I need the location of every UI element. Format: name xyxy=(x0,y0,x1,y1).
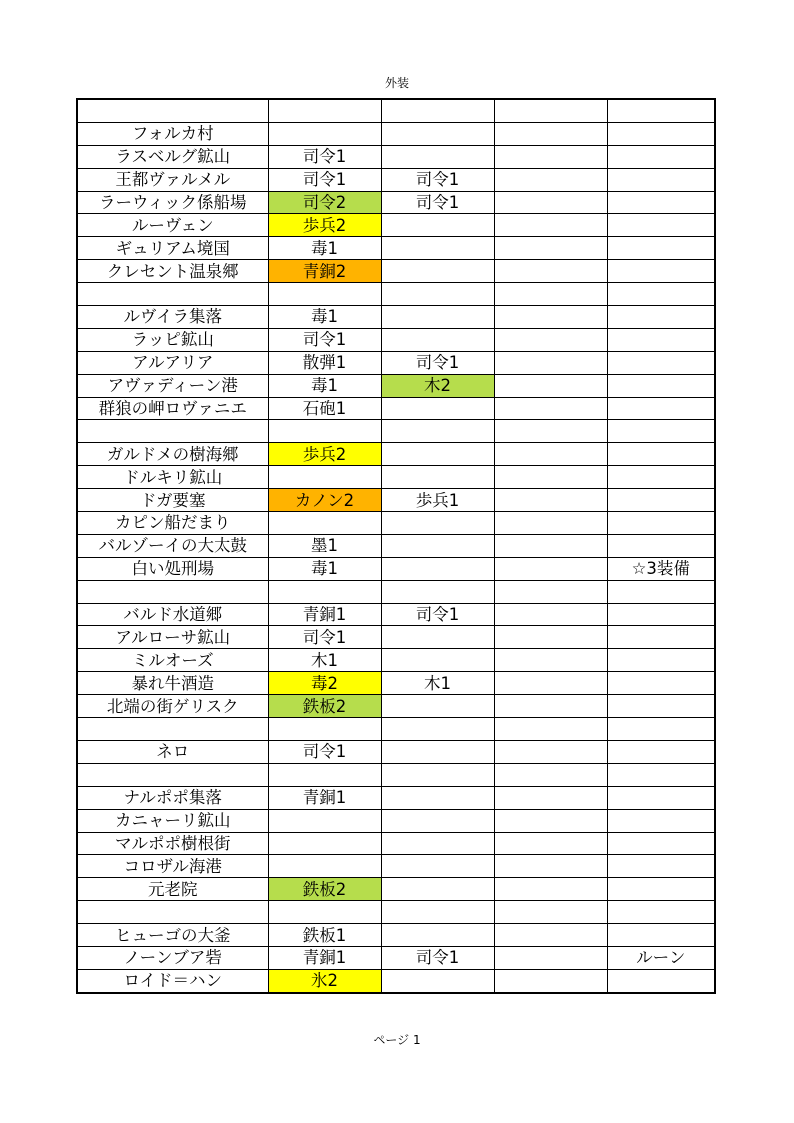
cell-col-e[interactable] xyxy=(607,878,715,901)
cell-col-b[interactable]: 鉄板1 xyxy=(268,924,381,947)
cell-col-e[interactable] xyxy=(607,397,715,420)
table-row xyxy=(77,649,715,672)
cell-col-e[interactable] xyxy=(607,237,715,260)
cell-location[interactable]: 王都ヴァルメル xyxy=(77,168,268,191)
cell-col-b[interactable]: 青銅1 xyxy=(268,603,381,626)
cell-col-b[interactable] xyxy=(268,580,381,603)
cell-col-b[interactable] xyxy=(268,283,381,306)
cell-col-d[interactable] xyxy=(494,649,607,672)
cell-col-c[interactable] xyxy=(381,809,494,832)
cell-location[interactable]: ヒューゴの大釜 xyxy=(77,924,268,947)
table-row xyxy=(77,191,715,214)
cell-location[interactable]: 北端の街ゲリスク xyxy=(77,695,268,718)
cell-location[interactable]: ラスベルグ鉱山 xyxy=(77,145,268,168)
cell-col-b[interactable]: 青銅2 xyxy=(268,260,381,283)
table-row xyxy=(77,740,715,763)
cell-col-d[interactable] xyxy=(494,443,607,466)
cell-col-e[interactable] xyxy=(607,145,715,168)
cell-col-c[interactable] xyxy=(381,763,494,786)
cell-col-c[interactable] xyxy=(381,512,494,535)
cell-col-c[interactable] xyxy=(381,786,494,809)
cell-col-d[interactable] xyxy=(494,924,607,947)
cell-col-d[interactable] xyxy=(494,672,607,695)
cell-col-d[interactable] xyxy=(494,557,607,580)
cell-col-d[interactable] xyxy=(494,397,607,420)
cell-col-d[interactable] xyxy=(494,718,607,741)
cell-col-b[interactable]: 司令2 xyxy=(268,191,381,214)
cell-col-d[interactable] xyxy=(494,283,607,306)
cell-col-c[interactable]: 司令1 xyxy=(381,168,494,191)
table-row xyxy=(77,901,715,924)
cell-col-c[interactable] xyxy=(381,969,494,992)
cell-col-c[interactable] xyxy=(381,740,494,763)
cell-col-e[interactable] xyxy=(607,374,715,397)
cell-col-d[interactable] xyxy=(494,626,607,649)
cell-col-c[interactable] xyxy=(381,557,494,580)
cell-col-b[interactable] xyxy=(268,99,381,122)
cell-col-b[interactable] xyxy=(268,901,381,924)
cell-col-d[interactable] xyxy=(494,580,607,603)
cell-location[interactable] xyxy=(77,901,268,924)
cell-col-d[interactable] xyxy=(494,168,607,191)
cell-col-b[interactable] xyxy=(268,718,381,741)
table-row xyxy=(77,420,715,443)
cell-location[interactable]: ロイド＝ハン xyxy=(77,969,268,992)
table-row xyxy=(77,328,715,351)
cell-col-d[interactable] xyxy=(494,214,607,237)
cell-col-b[interactable] xyxy=(268,809,381,832)
table-row xyxy=(77,763,715,786)
cell-col-d[interactable] xyxy=(494,328,607,351)
cell-col-c[interactable] xyxy=(381,580,494,603)
cell-col-e[interactable] xyxy=(607,740,715,763)
cell-col-b[interactable]: 毒2 xyxy=(268,672,381,695)
table-row xyxy=(77,924,715,947)
cell-col-d[interactable] xyxy=(494,191,607,214)
cell-col-c[interactable]: 司令1 xyxy=(381,946,494,969)
cell-col-c[interactable] xyxy=(381,855,494,878)
cell-location[interactable]: ギュリアム境国 xyxy=(77,237,268,260)
cell-col-d[interactable] xyxy=(494,786,607,809)
cell-col-c[interactable] xyxy=(381,328,494,351)
cell-location[interactable] xyxy=(77,580,268,603)
table-row xyxy=(77,214,715,237)
cell-location[interactable]: カピン船だまり xyxy=(77,512,268,535)
cell-col-e[interactable] xyxy=(607,580,715,603)
table-row xyxy=(77,718,715,741)
cell-location[interactable]: ガルドメの樹海郷 xyxy=(77,443,268,466)
table-row xyxy=(77,809,715,832)
cell-location[interactable] xyxy=(77,763,268,786)
table-row xyxy=(77,580,715,603)
cell-col-c[interactable] xyxy=(381,283,494,306)
cell-col-c[interactable]: 木2 xyxy=(381,374,494,397)
table-row xyxy=(77,122,715,145)
cell-location[interactable]: コロザル海港 xyxy=(77,855,268,878)
cell-col-e[interactable] xyxy=(607,122,715,145)
cell-col-e[interactable] xyxy=(607,626,715,649)
cell-col-d[interactable] xyxy=(494,466,607,489)
cell-location[interactable]: ミルオーズ xyxy=(77,649,268,672)
cell-col-e[interactable] xyxy=(607,283,715,306)
cell-col-d[interactable] xyxy=(494,740,607,763)
cell-col-c[interactable] xyxy=(381,145,494,168)
cell-col-b[interactable]: 散弾1 xyxy=(268,351,381,374)
cell-col-c[interactable]: 司令1 xyxy=(381,351,494,374)
table-row xyxy=(77,374,715,397)
cell-col-d[interactable] xyxy=(494,237,607,260)
table-row xyxy=(77,168,715,191)
table-row xyxy=(77,260,715,283)
cell-col-d[interactable] xyxy=(494,306,607,329)
cell-col-b[interactable]: 司令1 xyxy=(268,328,381,351)
cell-col-e[interactable] xyxy=(607,534,715,557)
cell-col-d[interactable] xyxy=(494,695,607,718)
cell-col-b[interactable]: 毒1 xyxy=(268,557,381,580)
cell-col-b[interactable]: 鉄板2 xyxy=(268,695,381,718)
cell-col-b[interactable]: 毒1 xyxy=(268,374,381,397)
cell-col-c[interactable] xyxy=(381,420,494,443)
cell-col-d[interactable] xyxy=(494,855,607,878)
cell-location[interactable]: ドガ要塞 xyxy=(77,489,268,512)
cell-col-b[interactable] xyxy=(268,466,381,489)
table-row xyxy=(77,283,715,306)
table-row xyxy=(77,397,715,420)
cell-col-e[interactable] xyxy=(607,168,715,191)
cell-col-b[interactable] xyxy=(268,832,381,855)
table-row xyxy=(77,237,715,260)
cell-col-e[interactable] xyxy=(607,969,715,992)
cell-location[interactable]: マルポポ樹根街 xyxy=(77,832,268,855)
cell-location[interactable]: アヴァディーン港 xyxy=(77,374,268,397)
cell-location[interactable]: ルーヴェン xyxy=(77,214,268,237)
table-row xyxy=(77,489,715,512)
cell-location[interactable]: バルゾーイの大太鼓 xyxy=(77,534,268,557)
table-row xyxy=(77,306,715,329)
cell-col-c[interactable] xyxy=(381,466,494,489)
cell-col-c[interactable] xyxy=(381,649,494,672)
table-row xyxy=(77,946,715,969)
cell-col-e[interactable] xyxy=(607,832,715,855)
table-row xyxy=(77,557,715,580)
cell-col-d[interactable] xyxy=(494,374,607,397)
cell-col-e[interactable] xyxy=(607,924,715,947)
page-footer-number: ページ 1 xyxy=(373,1033,421,1047)
cell-col-c[interactable] xyxy=(381,214,494,237)
table-row xyxy=(77,512,715,535)
cell-col-c[interactable]: 歩兵1 xyxy=(381,489,494,512)
cell-col-e[interactable] xyxy=(607,443,715,466)
cell-col-d[interactable] xyxy=(494,351,607,374)
cell-col-e[interactable] xyxy=(607,786,715,809)
table-row xyxy=(77,672,715,695)
cell-col-d[interactable] xyxy=(494,878,607,901)
cell-col-c[interactable] xyxy=(381,878,494,901)
cell-col-e[interactable] xyxy=(607,855,715,878)
cell-col-c[interactable] xyxy=(381,924,494,947)
cell-col-b[interactable]: 石砲1 xyxy=(268,397,381,420)
cell-col-e[interactable] xyxy=(607,901,715,924)
cell-col-c[interactable]: 司令1 xyxy=(381,603,494,626)
cell-col-e[interactable]: ☆3装備 xyxy=(607,557,715,580)
cell-col-d[interactable] xyxy=(494,901,607,924)
cell-col-b[interactable] xyxy=(268,122,381,145)
cell-location[interactable]: アルアリア xyxy=(77,351,268,374)
cell-location[interactable]: ネロ xyxy=(77,740,268,763)
cell-col-e[interactable] xyxy=(607,214,715,237)
cell-col-d[interactable] xyxy=(494,260,607,283)
cell-col-d[interactable] xyxy=(494,603,607,626)
cell-col-e[interactable] xyxy=(607,489,715,512)
table-row xyxy=(77,878,715,901)
cell-col-b[interactable] xyxy=(268,420,381,443)
cell-col-b[interactable]: カノン2 xyxy=(268,489,381,512)
cell-col-b[interactable]: 司令1 xyxy=(268,168,381,191)
cell-col-e[interactable] xyxy=(607,420,715,443)
cell-col-d[interactable] xyxy=(494,946,607,969)
cell-col-c[interactable] xyxy=(381,443,494,466)
cell-location[interactable]: ノーンブア砦 xyxy=(77,946,268,969)
table-row xyxy=(77,832,715,855)
cell-location[interactable]: クレセント温泉郷 xyxy=(77,260,268,283)
cell-col-e[interactable] xyxy=(607,603,715,626)
cell-location[interactable] xyxy=(77,283,268,306)
cell-location[interactable]: ルヴイラ集落 xyxy=(77,306,268,329)
cell-col-d[interactable] xyxy=(494,763,607,786)
cell-col-e[interactable] xyxy=(607,809,715,832)
cell-col-d[interactable] xyxy=(494,489,607,512)
cell-col-b[interactable]: 歩兵2 xyxy=(268,443,381,466)
cell-col-d[interactable] xyxy=(494,832,607,855)
cell-location[interactable]: 元老院 xyxy=(77,878,268,901)
cell-col-c[interactable]: 木1 xyxy=(381,672,494,695)
spreadsheet-table xyxy=(76,98,716,994)
cell-col-e[interactable] xyxy=(607,466,715,489)
cell-col-b[interactable]: 司令1 xyxy=(268,740,381,763)
cell-col-d[interactable] xyxy=(494,512,607,535)
spreadsheet-body xyxy=(77,99,715,993)
table-row xyxy=(77,969,715,992)
table-row xyxy=(77,351,715,374)
table-row xyxy=(77,626,715,649)
cell-col-e[interactable] xyxy=(607,672,715,695)
cell-col-e[interactable] xyxy=(607,718,715,741)
cell-col-b[interactable]: 青銅1 xyxy=(268,786,381,809)
cell-col-b[interactable] xyxy=(268,763,381,786)
cell-col-c[interactable] xyxy=(381,534,494,557)
cell-col-c[interactable] xyxy=(381,260,494,283)
cell-col-d[interactable] xyxy=(494,145,607,168)
cell-location[interactable]: バルド水道郷 xyxy=(77,603,268,626)
cell-col-c[interactable] xyxy=(381,237,494,260)
cell-col-e[interactable] xyxy=(607,512,715,535)
cell-col-c[interactable]: 司令1 xyxy=(381,191,494,214)
cell-location[interactable] xyxy=(77,420,268,443)
table-row xyxy=(77,99,715,122)
cell-col-c[interactable] xyxy=(381,122,494,145)
cell-location[interactable] xyxy=(77,718,268,741)
cell-col-b[interactable] xyxy=(268,512,381,535)
cell-col-e[interactable] xyxy=(607,260,715,283)
cell-location[interactable]: ドルキリ鉱山 xyxy=(77,466,268,489)
cell-location[interactable] xyxy=(77,99,268,122)
cell-col-d[interactable] xyxy=(494,122,607,145)
cell-col-b[interactable]: 青銅1 xyxy=(268,946,381,969)
cell-col-b[interactable]: 氷2 xyxy=(268,969,381,992)
cell-col-d[interactable] xyxy=(494,99,607,122)
cell-location[interactable]: ラッピ鉱山 xyxy=(77,328,268,351)
cell-col-b[interactable]: 毒1 xyxy=(268,306,381,329)
cell-col-e[interactable]: ルーン xyxy=(607,946,715,969)
cell-col-e[interactable] xyxy=(607,649,715,672)
cell-col-c[interactable] xyxy=(381,99,494,122)
cell-col-b[interactable]: 司令1 xyxy=(268,145,381,168)
cell-col-c[interactable] xyxy=(381,695,494,718)
cell-location[interactable]: アルローサ鉱山 xyxy=(77,626,268,649)
cell-col-d[interactable] xyxy=(494,809,607,832)
cell-col-c[interactable] xyxy=(381,306,494,329)
table-row xyxy=(77,855,715,878)
cell-col-e[interactable] xyxy=(607,351,715,374)
cell-location[interactable]: ナルポポ集落 xyxy=(77,786,268,809)
cell-col-c[interactable] xyxy=(381,718,494,741)
cell-col-c[interactable] xyxy=(381,832,494,855)
cell-col-c[interactable] xyxy=(381,626,494,649)
cell-location[interactable]: カニャーリ鉱山 xyxy=(77,809,268,832)
cell-col-c[interactable] xyxy=(381,397,494,420)
cell-col-d[interactable] xyxy=(494,534,607,557)
cell-location[interactable]: 群狼の岬ロヴァニエ xyxy=(77,397,268,420)
cell-col-e[interactable] xyxy=(607,763,715,786)
table-row xyxy=(77,466,715,489)
cell-col-e[interactable] xyxy=(607,328,715,351)
cell-col-e[interactable] xyxy=(607,695,715,718)
table-row xyxy=(77,603,715,626)
cell-col-e[interactable] xyxy=(607,191,715,214)
table-row xyxy=(77,443,715,466)
cell-col-c[interactable] xyxy=(381,901,494,924)
cell-col-b[interactable]: 歩兵2 xyxy=(268,214,381,237)
cell-col-b[interactable]: 墨1 xyxy=(268,534,381,557)
cell-col-d[interactable] xyxy=(494,420,607,443)
cell-location[interactable]: 暴れ牛酒造 xyxy=(77,672,268,695)
cell-location[interactable]: フォルカ村 xyxy=(77,122,268,145)
cell-col-e[interactable] xyxy=(607,306,715,329)
cell-location[interactable]: 白い処刑場 xyxy=(77,557,268,580)
table-row xyxy=(77,695,715,718)
cell-location[interactable]: ラーウィック係船場 xyxy=(77,191,268,214)
table-row xyxy=(77,786,715,809)
table-row xyxy=(77,145,715,168)
cell-col-b[interactable]: 鉄板2 xyxy=(268,878,381,901)
cell-col-b[interactable]: 毒1 xyxy=(268,237,381,260)
page-header-title: 外装 xyxy=(384,76,409,90)
table-row xyxy=(77,534,715,557)
cell-col-b[interactable]: 司令1 xyxy=(268,626,381,649)
cell-col-b[interactable] xyxy=(268,855,381,878)
cell-col-b[interactable]: 木1 xyxy=(268,649,381,672)
cell-col-e[interactable] xyxy=(607,99,715,122)
cell-col-d[interactable] xyxy=(494,969,607,992)
